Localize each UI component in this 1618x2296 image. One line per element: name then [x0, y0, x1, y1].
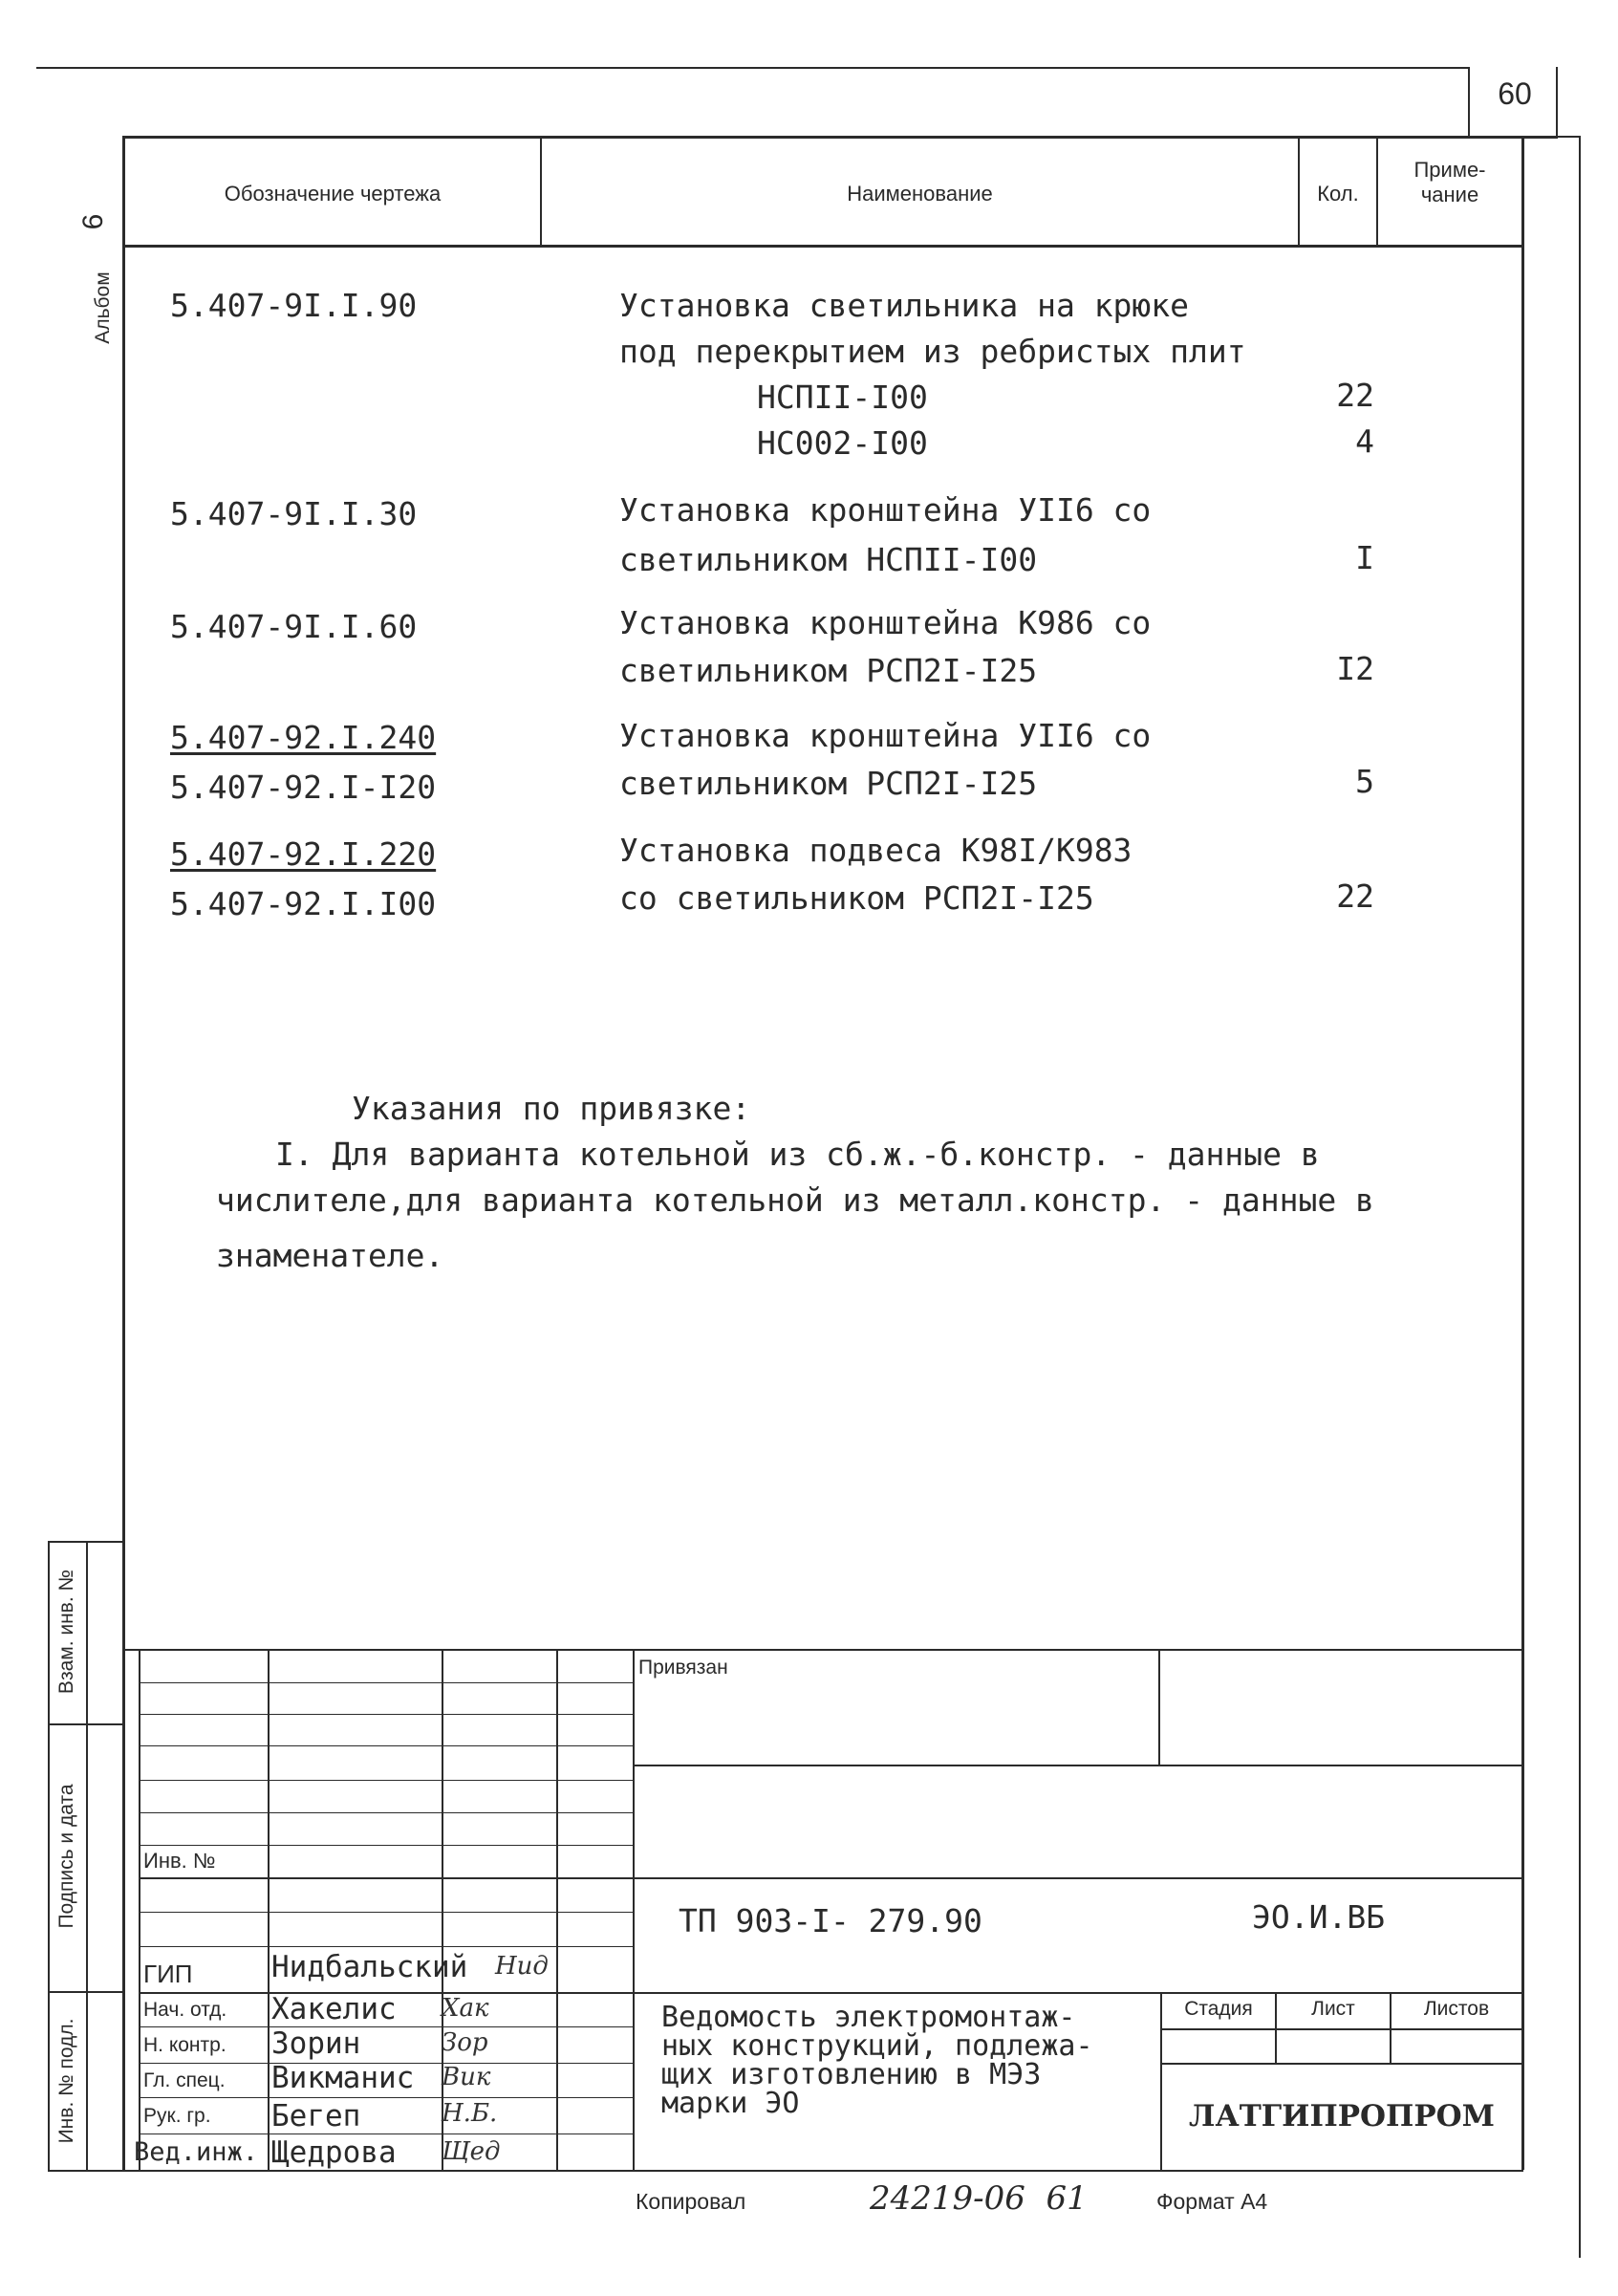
role-label: Нач. отд. [143, 1999, 227, 2021]
row-code: 5.407-92.I.240 [170, 719, 437, 756]
row-name: Установка светильника на крюке [619, 287, 1190, 324]
person-name: Зорин [271, 2026, 361, 2061]
document-mark: ЭО.И.ВБ [1252, 1898, 1386, 1936]
sheets-label: Листов [1423, 1998, 1490, 2020]
person-name: Бегеп [271, 2099, 361, 2134]
notes-line: знаменателе. [216, 1237, 444, 1274]
row-code: 5.407-9I.I.60 [170, 608, 418, 645]
row-name: Установка кронштейна УII6 со [619, 717, 1152, 754]
format-label: Формат А4 [1156, 2189, 1268, 2214]
person-name: Нидбальский [271, 1950, 468, 1984]
sheet-label: Лист [1311, 1998, 1355, 2020]
row-code: 5.407-9I.I.90 [170, 287, 418, 324]
row-code: 5.407-92.I-I20 [170, 769, 437, 806]
role-label: ГИП [143, 1960, 193, 1988]
side-vzam-inv: Взам. инв. № [55, 1569, 77, 1695]
side-album: Альбом [92, 271, 114, 344]
header-qty: Кол. [1317, 182, 1359, 206]
signature: Вик [442, 2063, 491, 2091]
person-name: Викманис [271, 2061, 415, 2095]
header-note-line2: чание [1420, 183, 1479, 206]
signature: Нид [495, 1952, 549, 1981]
row-name: светильником РСП2I-I25 [619, 765, 1038, 802]
notes-title: Указания по привязке: [352, 1090, 751, 1127]
organization-name: ЛАТГИПРОПРОМ [1189, 2099, 1495, 2134]
role-label: Гл. спец. [143, 2069, 226, 2091]
side-podpis-data: Подпись и дата [55, 1784, 77, 1929]
row-name: НСПII-I00 [757, 379, 928, 416]
row-code: 5.407-9I.I.30 [170, 495, 418, 532]
handwritten-number: 24219-06 61 [870, 2179, 1088, 2218]
page-number: 60 [1498, 76, 1532, 111]
header-name: Наименование [847, 182, 993, 206]
row-name: со светильником РСП2I-I25 [619, 879, 1094, 917]
row-name: под перекрытием из ребристых плит [619, 333, 1246, 370]
signature: Зор [442, 2028, 488, 2057]
description-line: щих изготовлению в МЭЗ [661, 2058, 1042, 2091]
row-name: Установка подвеса К98I/К983 [619, 832, 1133, 869]
row-qty: I2 [1336, 650, 1374, 687]
notes-line: числителе,для варианта котельной из металл.констр. - данные в [216, 1181, 1374, 1219]
document-code: ТП 903-I- 279.90 [679, 1902, 982, 1939]
row-name: Установка кронштейна К986 со [619, 604, 1152, 641]
person-name: Щедрова [271, 2135, 397, 2170]
signature: Щед [442, 2137, 501, 2166]
row-qty: 22 [1336, 377, 1374, 414]
row-qty: 4 [1355, 422, 1374, 460]
row-name: Установка кронштейна УII6 со [619, 491, 1152, 529]
signature: Н.Б. [442, 2099, 498, 2128]
signature: Хак [442, 1994, 489, 2023]
row-code: 5.407-92.I.I00 [170, 885, 437, 922]
copied-label: Копировал [636, 2189, 746, 2214]
stage-label: Стадия [1184, 1998, 1253, 2020]
inv-no-label: Инв. № [143, 1849, 216, 1873]
description-line: ных конструкций, подлежа- [661, 2029, 1093, 2063]
person-name: Хакелис [271, 1992, 397, 2026]
side-album-number: 6 [77, 213, 109, 230]
row-qty: 5 [1355, 763, 1374, 800]
description-line: Ведомость электромонтаж- [661, 2001, 1076, 2034]
role-label: Вед.инж. [134, 2137, 259, 2167]
header-note-line1: Приме- [1413, 158, 1486, 182]
row-name: светильником НСПII-I00 [619, 541, 1038, 578]
privyazan-label: Привязан [638, 1657, 728, 1679]
role-label: Рук. гр. [143, 2105, 211, 2127]
row-name: светильником РСП2I-I25 [619, 652, 1038, 689]
row-code: 5.407-92.I.220 [170, 835, 437, 873]
header-designation: Обозначение чертежа [224, 182, 442, 206]
role-label: Н. контр. [143, 2034, 227, 2056]
document-description [661, 2001, 1093, 2120]
description-line: марки ЭО [661, 2087, 800, 2120]
notes-line: I. Для варианта котельной из сб.ж.-б.констр. - данные в [275, 1136, 1320, 1173]
header-note [1378, 158, 1521, 207]
side-inv-podl: Инв. № подл. [55, 2018, 77, 2144]
row-qty: 22 [1336, 877, 1374, 915]
row-name: НС002-I00 [757, 424, 928, 462]
row-qty: I [1355, 539, 1374, 576]
